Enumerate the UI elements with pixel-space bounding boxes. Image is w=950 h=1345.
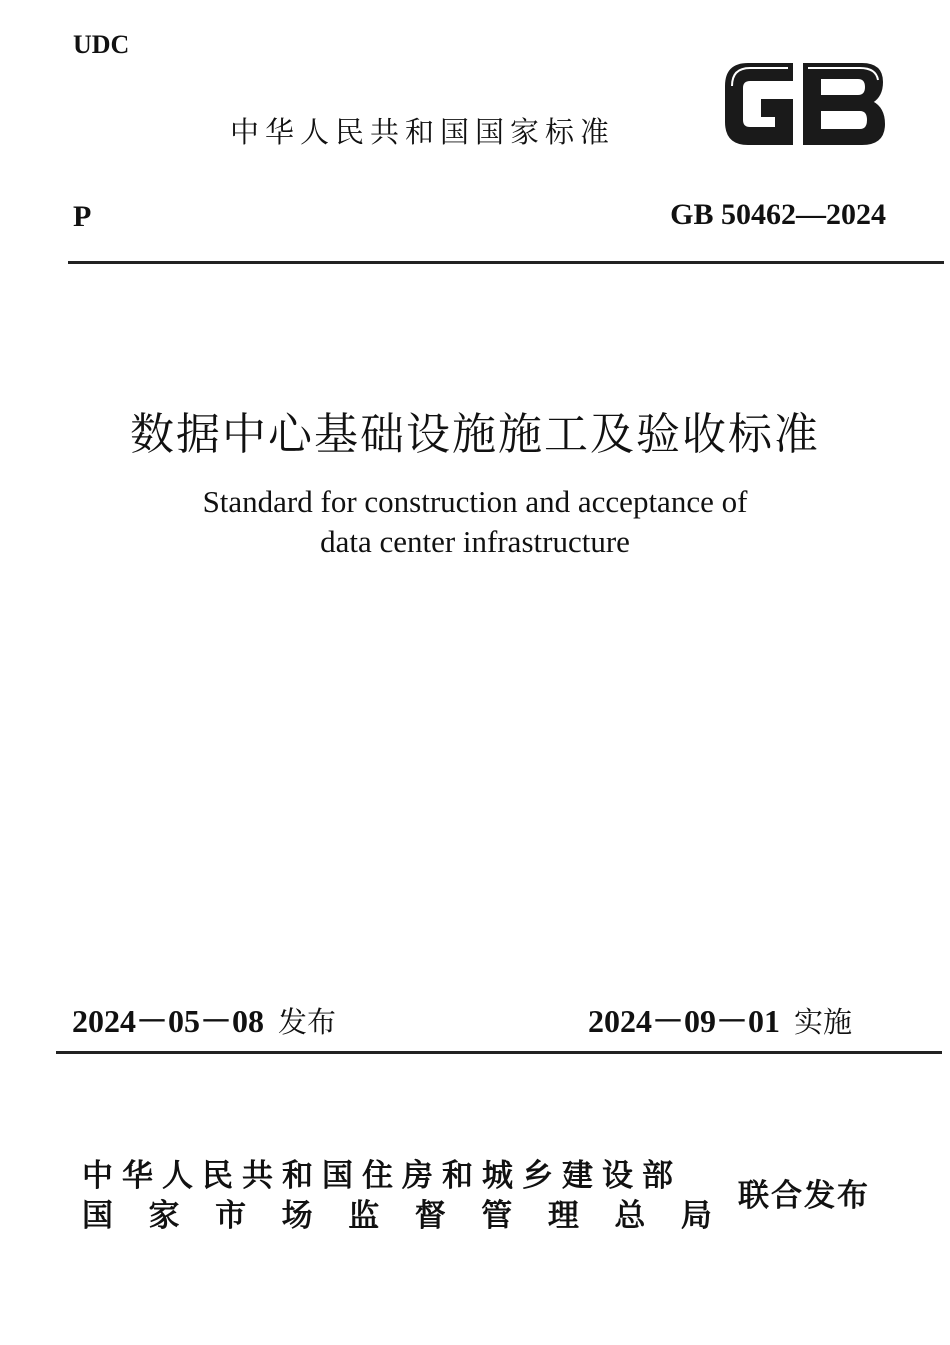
gb-logo-g	[726, 64, 792, 144]
publisher-char: 家	[148, 1198, 180, 1234]
publisher-char: 场	[281, 1198, 313, 1234]
issue-date-block	[72, 996, 336, 1042]
publisher-char: 监	[348, 1198, 380, 1234]
standard-category: 中华人民共和国国家标准	[230, 115, 616, 149]
standard-number: GB 50462—2024	[670, 198, 886, 231]
implement-date: 2024－09－01	[588, 1003, 781, 1039]
bottom-divider	[56, 1051, 942, 1054]
udc-label: UDC	[73, 30, 130, 59]
title-chinese: 数据中心基础设施施工及验收标准	[130, 409, 820, 460]
title-english-line1: Standard for construction and acceptance of	[202, 484, 748, 519]
issue-date: 2024－05－08	[72, 1003, 265, 1039]
publisher-char: 总	[614, 1198, 646, 1234]
publisher-char: 督	[414, 1198, 446, 1234]
gb-logo	[722, 58, 888, 150]
publisher-char: 市	[215, 1198, 247, 1234]
publisher-char: 管	[481, 1198, 513, 1234]
publisher-samr	[82, 1190, 712, 1235]
publisher-char: 理	[547, 1198, 579, 1234]
publisher-mohurd: 中华人民共和国住房和城乡建设部	[82, 1158, 682, 1194]
publisher-char: 局	[680, 1198, 712, 1234]
implement-date-block	[588, 996, 852, 1042]
gb-logo-b	[804, 64, 884, 144]
title-english-line2: data center infrastructure	[320, 524, 630, 559]
implement-label: 实施	[794, 1005, 853, 1039]
joint-publish-label: 联合发布	[738, 1178, 870, 1214]
issue-label: 发布	[278, 1005, 337, 1039]
publisher-char: 国	[82, 1198, 113, 1234]
classification-code: P	[73, 200, 92, 233]
top-divider	[68, 261, 944, 264]
